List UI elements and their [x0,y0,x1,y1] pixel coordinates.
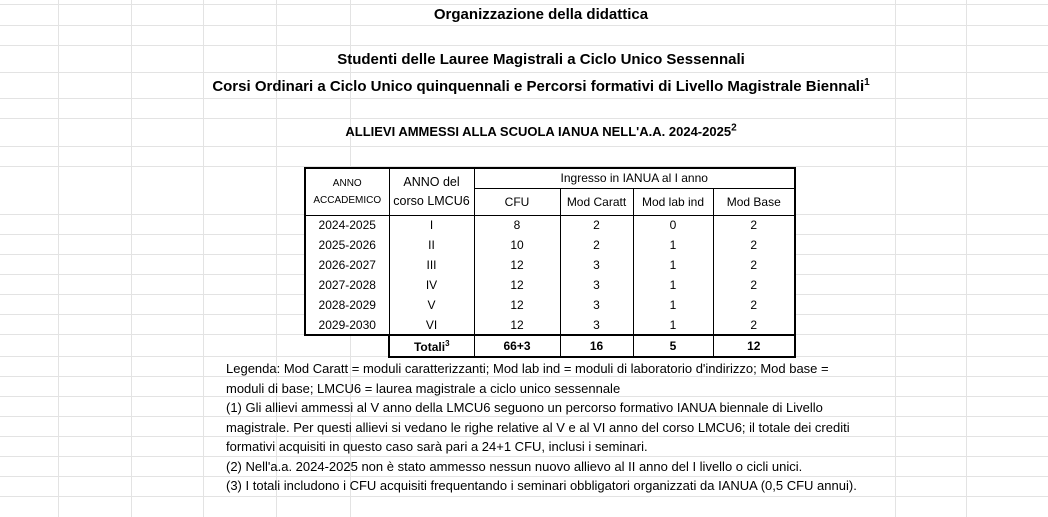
footnote-3-line: (3) I totali includono i CFU acquisiti frequentando i seminari obbligatori organizzati da IANUA (0,5 CFU annui). [226,478,857,493]
cell-cfu: 12 [474,275,560,295]
cell-anno-corso: I [389,215,474,235]
legend-line: moduli di base; LMCU6 = laurea magistrale a ciclo unico sessennale [226,380,621,396]
header-anno-accademico: ANNO ACCADEMICO [305,168,389,215]
table-row [305,315,795,335]
cell-anno-accademico: 2028-2029 [305,295,389,315]
footnote-1-line: (1) Gli allievi ammessi al V anno della LMCU6 seguono un percorso formativo IANUA biennale di Livello [226,400,823,415]
cell-mod-caratt: 2 [560,215,633,235]
cell-anno-corso: V [389,295,474,315]
total-mod-lab: 5 [633,335,713,357]
page-title: Organizzazione della didattica [433,6,649,23]
cell-mod-lab: 1 [633,295,713,315]
total-mod-base: 12 [713,335,795,357]
cell-anno-accademico: 2027-2028 [305,275,389,295]
table-row [305,215,795,235]
cell-mod-base: 2 [713,275,795,295]
subtitle-corsi-ordinari [0,78,1048,95]
cell-anno-corso: II [389,235,474,255]
total-mod-caratt: 16 [560,335,633,357]
cell-cfu: 12 [474,315,560,335]
cell-mod-base: 2 [713,235,795,255]
table-heading [0,124,1048,139]
header-anno-corso: ANNO del corso LMCU6 [389,168,474,215]
cell-mod-caratt: 3 [560,295,633,315]
legend-line: Legenda: Mod Caratt = moduli caratterizzanti; Mod lab ind = moduli di laboratorio d'indirizzo; Mod base = [226,361,829,376]
footnote-ref-2: 2 [731,122,737,134]
totals-row [305,335,795,357]
cell-anno-corso: III [389,255,474,275]
cell-mod-lab: 1 [633,255,713,275]
footnote-1-line: formativi acquisiti in questo caso sarà pari a 24+1 CFU, inclusi i seminari. [226,439,648,454]
cell-mod-lab: 0 [633,215,713,235]
table-row [305,235,795,255]
header-mod-caratt: Mod Caratt [560,188,633,215]
subtitle-corsi-ordinari-text: Corsi Ordinari a Ciclo Unico quinquennali e Percorsi formativi di Livello Magistrale Biennali [212,78,865,95]
cell-mod-base: 2 [713,255,795,275]
cell-mod-lab: 1 [633,315,713,335]
cell-cfu: 12 [474,255,560,275]
cell-mod-caratt: 3 [560,255,633,275]
cell-mod-lab: 1 [633,235,713,255]
cell-cfu: 12 [474,295,560,315]
cell-mod-base: 2 [713,315,795,335]
cell-anno-accademico: 2026-2027 [305,255,389,275]
footnote-1-line: magistrale. Per questi allievi si vedano le righe relative al V e al VI anno del corso LMCU6; il totale dei crediti [226,419,850,435]
table-row [305,255,795,275]
cell-anno-corso: IV [389,275,474,295]
header-mod-lab-ind: Mod lab ind [633,188,713,215]
footnote-ref-1: 1 [864,77,870,88]
empty-cell [305,335,389,357]
cell-mod-base: 2 [713,295,795,315]
cell-anno-accademico: 2029-2030 [305,315,389,335]
subtitle-lauree-magistrali: Studenti delle Lauree Magistrali a Ciclo Unico Sessennali [337,51,745,68]
cell-mod-caratt: 2 [560,235,633,255]
cell-cfu: 10 [474,235,560,255]
cell-anno-accademico: 2024-2025 [305,215,389,235]
cell-anno-accademico: 2025-2026 [305,235,389,255]
cell-mod-caratt: 3 [560,315,633,335]
footnote-2-line: (2) Nell'a.a. 2024-2025 non è stato ammesso nessun nuovo allievo al II anno del I livello o cicli unici. [226,458,803,474]
cell-anno-corso: VI [389,315,474,335]
header-ingresso-ianua: Ingresso in IANUA al I anno [474,168,795,188]
cell-cfu: 8 [474,215,560,235]
cell-mod-lab: 1 [633,275,713,295]
totals-label-text: Totali [413,339,446,354]
allievi-table [304,167,796,358]
table-row [305,275,795,295]
table-row [305,295,795,315]
totals-label [389,335,474,357]
total-cfu: 66+3 [474,335,560,357]
table-heading-text: ALLIEVI AMMESSI ALLA SCUOLA IANUA NELL'A.A. 2024-2025 [345,124,732,139]
footnote-ref-3: 3 [445,338,450,348]
cell-mod-caratt: 3 [560,275,633,295]
cell-mod-base: 2 [713,215,795,235]
legend-notes [226,359,926,496]
header-cfu: CFU [474,188,560,215]
header-mod-base: Mod Base [713,188,795,215]
